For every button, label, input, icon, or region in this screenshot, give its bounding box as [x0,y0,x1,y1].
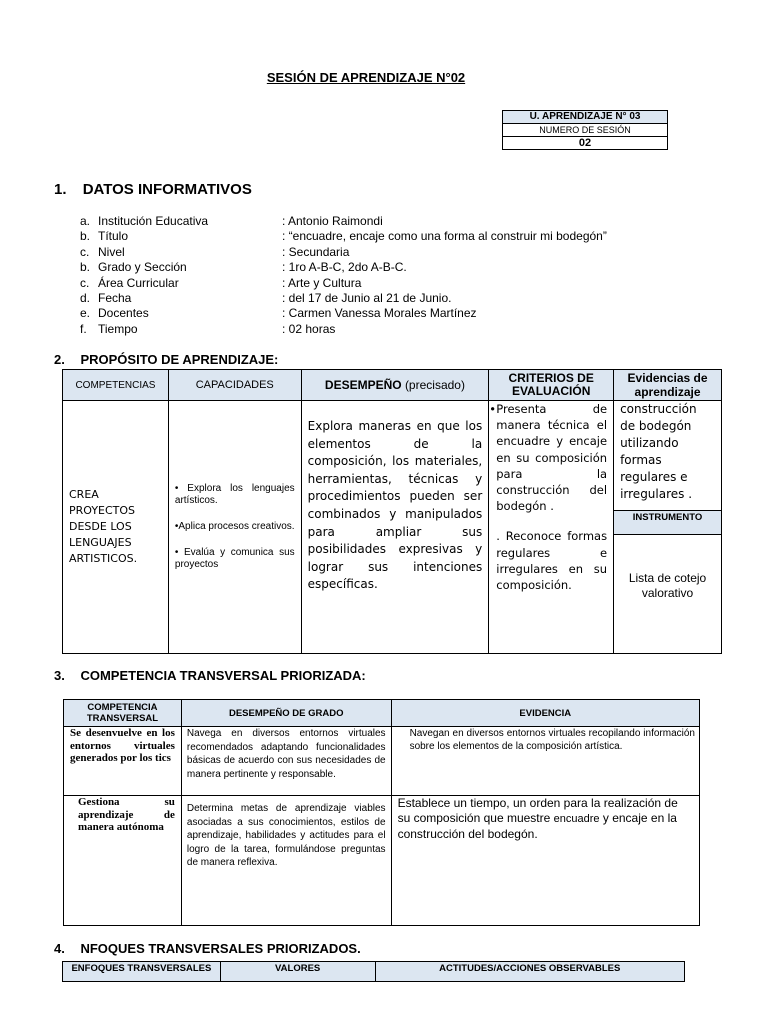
page-title: SESIÓN DE APRENDIZAJE N°02 [266,70,466,85]
evidence-part: y encaje en la construcción del bodegón. [397,811,677,841]
capacity-item: • Evalúa y comunica sus proyectos [174,547,295,570]
col-header-criterios: CRITERIOS DE EVALUACIÓN [489,370,614,401]
info-label: Docentes [98,306,149,321]
info-value: : 1ro A-B-C, 2do A-B-C. [282,260,407,275]
transversal-evidence [391,796,699,926]
info-value: : Antonio Raimondi [282,214,383,228]
grade-performance: Navega en diversos entornos virtuales recomendados adaptando funcionalidades básicas de acuerdo con sus necesidades de manera pertinente y responsable. [181,727,391,796]
info-label: Fecha [98,291,132,306]
evidence-cell [614,401,722,654]
info-row [80,322,607,337]
info-row [80,276,607,291]
info-letter: b. [80,229,91,244]
criteria-text: . Reconoce formas regulares e irregulares en su composición. [496,529,608,593]
info-label: Nivel [98,244,125,259]
col-header-valores: VALORES [220,962,375,982]
col-header-actitudes: ACTITUDES/ACCIONES OBSERVABLES [375,962,685,982]
info-value: : Arte y Cultura [282,275,362,290]
info-value: : Secundaria [282,244,350,259]
grade-performance: Determina metas de aprendizaje viables asociadas a sus conocimientos, estilos de aprendizaje, habilidades y actitudes para el logro de la tarea, formulándose preguntas de manera reflexiva. [181,796,391,926]
col-header-evidencia: EVIDENCIA [391,700,699,727]
unit-box [502,110,668,150]
col-header-capacidades: CAPACIDADES [168,370,301,401]
info-value: : del 17 de Junio al 21 de Junio. [282,291,452,306]
info-label: Institución Educativa [98,214,209,228]
evidence-text: construcción de bodegón utilizando formas regulares e irregulares . [620,402,697,501]
info-row [80,245,607,260]
info-value: : Carmen Vanessa Morales Martínez [282,306,477,321]
info-row [80,214,607,229]
info-letter: b. [80,260,91,275]
info-row [80,229,607,244]
transversal-competency: Gestiona su aprendizaje de manera autónoma [64,796,182,926]
bullet-icon: • [489,402,497,416]
instrument-header: INSTRUMENTO [614,510,721,535]
info-label: Grado y Sección [98,260,187,275]
info-label: Título [98,229,129,244]
col-header-competencia-transversal: COMPETENCIA TRANSVERSAL [64,700,182,727]
capacity-item: •Aplica procesos creativos. [174,521,295,532]
info-letter: a. [80,214,91,228]
section-2-number: 2. [54,352,65,367]
info-letter: e. [80,306,91,321]
approaches-table [62,961,685,982]
criteria-text: Presenta de manera técnica el encuadre y encaje en su composición para la construcción del bodegón . [496,402,608,514]
performance-text: Explora maneras en que los elementos de la composición, los materiales, herramientas, técnicas y procedimientos pueden ser combinados y manipulados para ampliar sus posibilidades expresivas y lograr sus intenciones específicas. [307,419,483,592]
transversal-table [63,699,700,926]
info-label: Tiempo [98,321,138,336]
info-list [80,214,607,337]
section-1-title: DATOS INFORMATIVOS [82,181,252,198]
info-letter: d. [80,291,91,306]
section-4-number: 4. [54,941,65,956]
transversal-evidence: Navegan en diversos entornos virtuales recopilando información sobre los elementos de la composición artística. [391,727,699,796]
section-1-heading [54,181,252,198]
evidence-part: Establece un tiempo, un orden para la realización de su composición que muestre [397,796,678,825]
col-header-evidencias: Evidencias de aprendizaje [614,370,722,401]
criteria-cell [489,401,614,654]
info-value: : “encuadre, encaje como una forma al construir mi bodegón” [282,229,607,244]
col-header-competencias: COMPETENCIAS [63,370,169,401]
info-row [80,260,607,275]
info-value: : 02 horas [282,321,336,336]
section-4-title: NFOQUES TRANSVERSALES PRIORIZADOS. [80,941,361,956]
session-label: NUMERO DE SESIÓN [503,124,668,137]
section-2-heading [54,352,278,367]
competency-cell: CREA PROYECTOS DESDE LOS LENGUAJES ARTISTICOS. [63,401,169,654]
info-row [80,306,607,321]
col-header-enfoques: ENFOQUES TRANSVERSALES [63,962,221,982]
col-header-desempeno [301,370,489,401]
info-letter: f. [80,321,87,336]
col-header-desempeno-grado: DESEMPEÑO DE GRADO [181,700,391,727]
transversal-competency: Se desenvuelve en los entornos virtuales generados por los tics [64,727,182,796]
purpose-table [62,369,722,654]
section-3-number: 3. [54,668,65,683]
performance-cell [301,401,489,654]
info-letter: c. [80,275,90,290]
section-1-number: 1. [54,181,67,198]
evidence-part: encuadre [553,813,600,825]
capacity-item: • Explora los lenguajes artísticos. [174,483,295,506]
section-3-heading [54,668,366,683]
unit-label: U. APRENDIZAJE N° 03 [503,111,668,124]
section-3-title: COMPETENCIA TRANSVERSAL PRIORIZADA: [80,668,366,683]
desempeno-header-sub: (precisado) [404,378,465,392]
instrument-value: Lista de cotejo valorativo [628,571,707,600]
info-row [80,291,607,306]
info-label: Área Curricular [98,275,179,290]
session-number: 02 [503,137,668,150]
desempeno-header-main: DESEMPEÑO [324,378,402,392]
capacities-cell [168,401,301,654]
section-4-heading [54,941,361,956]
criteria-item [489,401,607,514]
section-2-title: PROPÓSITO DE APRENDIZAJE: [80,352,279,367]
info-letter: c. [80,244,90,259]
